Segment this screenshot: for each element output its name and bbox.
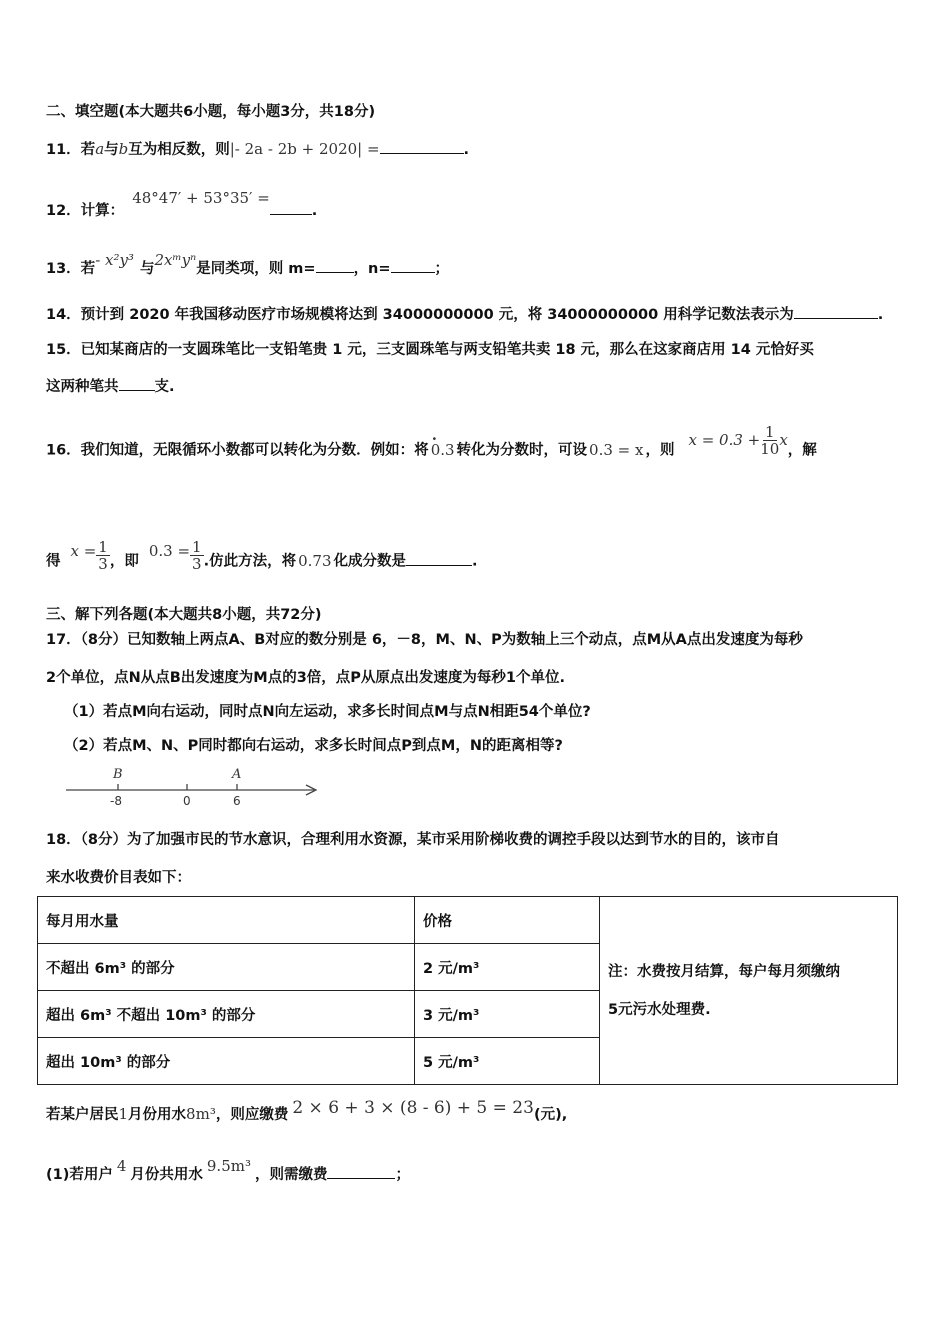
question-17-line-1: 17．（8分）已知数轴上两点A、B对应的数分别是 6，－8，M、N、P为数轴上三个动点，点M从A点出发速度为每秒 — [46, 632, 803, 648]
q13-end: ； — [434, 261, 450, 277]
q16-repeating-3: 0.3 = — [148, 541, 191, 560]
q18-ex-text-d: (元), — [533, 1107, 568, 1123]
q15-text-a: 这两种笔共 — [46, 379, 119, 395]
q16-text-b: 转化为分数时，可设 — [456, 442, 588, 459]
q18-p1-text-c: ，则需缴费 — [254, 1167, 328, 1183]
q18-ex-expression: 2 × 6 + 3 × (8 - 6) + 5 = 23 — [292, 1098, 534, 1118]
q18-p1-answer-blank[interactable] — [327, 1164, 395, 1179]
question-13 — [46, 251, 450, 279]
question-11 — [46, 139, 469, 160]
question-16-line-1 — [46, 423, 817, 467]
q16-text-c: ，则 — [645, 442, 675, 459]
question-15-line-2 — [46, 376, 175, 397]
question-14 — [46, 304, 883, 325]
water-price-table — [37, 896, 898, 1085]
q11-expression: |- 2a - 2b + 2020| = — [229, 140, 380, 158]
table-cell-price: 3 元/m³ — [415, 991, 600, 1038]
q11-var-a: a — [95, 140, 105, 158]
q12-end: . — [311, 203, 318, 219]
q14-text: 14．预计到 2020 年我国移动医疗市场规模将达到 34000000000 元，将 34000000000 用科学记数法表示为 — [46, 307, 794, 323]
q18-p1-end: ； — [395, 1167, 410, 1183]
section-2-title: 二、填空题(本大题共6小题，每小题3分，共18分) — [46, 104, 376, 120]
q13-text: 是同类项，则 m= — [196, 261, 316, 277]
q16-text-h: 化成分数是 — [333, 553, 407, 570]
q18-ex-text-c: ，则应缴费 — [215, 1107, 289, 1123]
label-b: B — [113, 767, 123, 782]
q13-and: 与 — [139, 261, 155, 277]
q18-p1-month: 4 — [116, 1157, 127, 1175]
q13-number: 13．若 — [46, 261, 96, 277]
table-note-line-1: 注：水费按月结算，每户每月须缴纳 — [608, 963, 840, 980]
q13-term-1: - x²y³ — [95, 251, 134, 269]
q16-f2-num: 1 — [98, 538, 108, 556]
table-note-line-2: 5元污水处理费. — [608, 1001, 711, 1018]
q15-text-b: 支. — [154, 379, 175, 395]
table-note — [600, 897, 898, 1085]
q18-ex-text-a: 若某户居民 — [46, 1107, 119, 1123]
table-cell-usage: 超出 6m³ 不超出 10m³ 的部分 — [38, 991, 415, 1038]
q16-fraction-1-3-a — [96, 539, 110, 572]
q15-answer-blank[interactable] — [119, 376, 155, 391]
q16-f2-den: 3 — [98, 555, 108, 573]
number-line-diagram — [60, 762, 330, 810]
table-row — [38, 897, 898, 944]
q16-frac-den: 10 — [760, 440, 780, 458]
q18-p1-volume: 9.5m³ — [206, 1157, 251, 1175]
label-a: A — [232, 767, 242, 782]
q16-eq-x: x — [779, 430, 788, 449]
q16-equation: x = 0.3 + — [688, 430, 761, 449]
q16-text-a: 16．我们知道，无限循环小数都可以转化为分数．例如：将 — [46, 442, 429, 459]
q13-m-blank[interactable] — [316, 258, 354, 273]
question-18-line-1: 18．（8分）为了加强市民的节水意识，合理利用水资源，某市采用阶梯收费的调控手段以达到节水的目的，该市自 — [46, 832, 780, 848]
q16-text-e: 得 — [46, 553, 61, 570]
question-17-sub-2: （2）若点M、N、P同时都向右运动，求多长时间点P到点M，N的距离相等? — [64, 738, 563, 754]
q16-answer-blank[interactable] — [406, 551, 472, 566]
q16-f3-num: 1 — [192, 538, 202, 556]
q18-p1-text-a: (1)若用户 — [46, 1167, 113, 1183]
table-cell-usage: 超出 10m³ 的部分 — [38, 1038, 415, 1085]
q18-example — [46, 1098, 568, 1125]
q13-term-2: 2xᵐyⁿ — [154, 251, 197, 269]
question-17-line-2: 2个单位，点N从点B出发速度为M点的3倍，点P从原点出发速度为每秒1个单位. — [46, 670, 566, 686]
q13-n-label: ，n= — [353, 261, 391, 277]
q18-ex-text-b: 月份用水 — [128, 1107, 187, 1123]
table-cell-price: 5 元/m³ — [415, 1038, 600, 1085]
table-header-usage: 每月用水量 — [38, 897, 415, 944]
question-18-line-2: 来水收费价目表如下： — [46, 870, 191, 886]
q16-end: . — [472, 553, 478, 570]
q16-frac-num: 1 — [765, 423, 775, 441]
q11-number: 11．若 — [46, 142, 96, 158]
q16-x-eq: x = — [70, 541, 97, 560]
q13-n-blank[interactable] — [391, 258, 435, 273]
q11-and: 与 — [104, 142, 119, 158]
tick-label-6: 6 — [233, 794, 241, 808]
q16-text-g: .仿此方法，将 — [203, 553, 297, 570]
q12-answer-blank[interactable] — [270, 200, 312, 215]
table-cell-usage: 不超出 6m³ 的部分 — [38, 944, 415, 991]
table-cell-price: 2 元/m³ — [415, 944, 600, 991]
q16-fraction-1-3-b — [190, 539, 204, 572]
q11-answer-blank[interactable] — [380, 139, 464, 154]
question-15-line-1: 15．已知某商店的一支圆珠笔比一支铅笔贵 1 元，三支圆珠笔与两支铅笔共卖 18 元，那么在这家商店用 14 元恰好买 — [46, 342, 814, 358]
tick-label-0: 0 — [183, 794, 191, 808]
q16-f3-den: 3 — [192, 555, 202, 573]
q12-number: 12．计算： — [46, 203, 125, 219]
q14-answer-blank[interactable] — [794, 304, 878, 319]
question-16-line-2 — [46, 538, 478, 578]
q11-end: . — [463, 142, 470, 158]
q16-repeating-2: 0.3 = x — [589, 440, 644, 459]
q16-repeating-4: 0.73 — [298, 551, 332, 570]
section-3-title: 三、解下列各题(本大题共8小题，共72分) — [46, 607, 322, 623]
q14-end: . — [877, 307, 884, 323]
q16-text-d: ，解 — [787, 442, 817, 459]
q11-text: 互为相反数，则 — [128, 142, 230, 158]
q11-var-b: b — [118, 140, 129, 158]
q18-part-1 — [46, 1157, 410, 1185]
q18-ex-month: 1 — [118, 1105, 129, 1123]
q16-fraction-1-10 — [760, 424, 779, 457]
q16-text-f: ，即 — [109, 553, 139, 570]
q16-repeating-1: · 0.3 — [431, 440, 455, 460]
q12-expression: 48°47′ + 53°35′ = — [132, 189, 270, 207]
question-17-sub-1: （1）若点M向右运动，同时点N向左运动，求多长时间点M与点N相距54个单位? — [64, 704, 591, 720]
question-12 — [46, 189, 318, 221]
q18-p1-text-b: 月份共用水 — [130, 1167, 203, 1183]
q18-ex-volume: 8m³ — [186, 1105, 216, 1123]
tick-label-neg8: -8 — [110, 794, 122, 808]
table-header-price: 价格 — [415, 897, 600, 944]
